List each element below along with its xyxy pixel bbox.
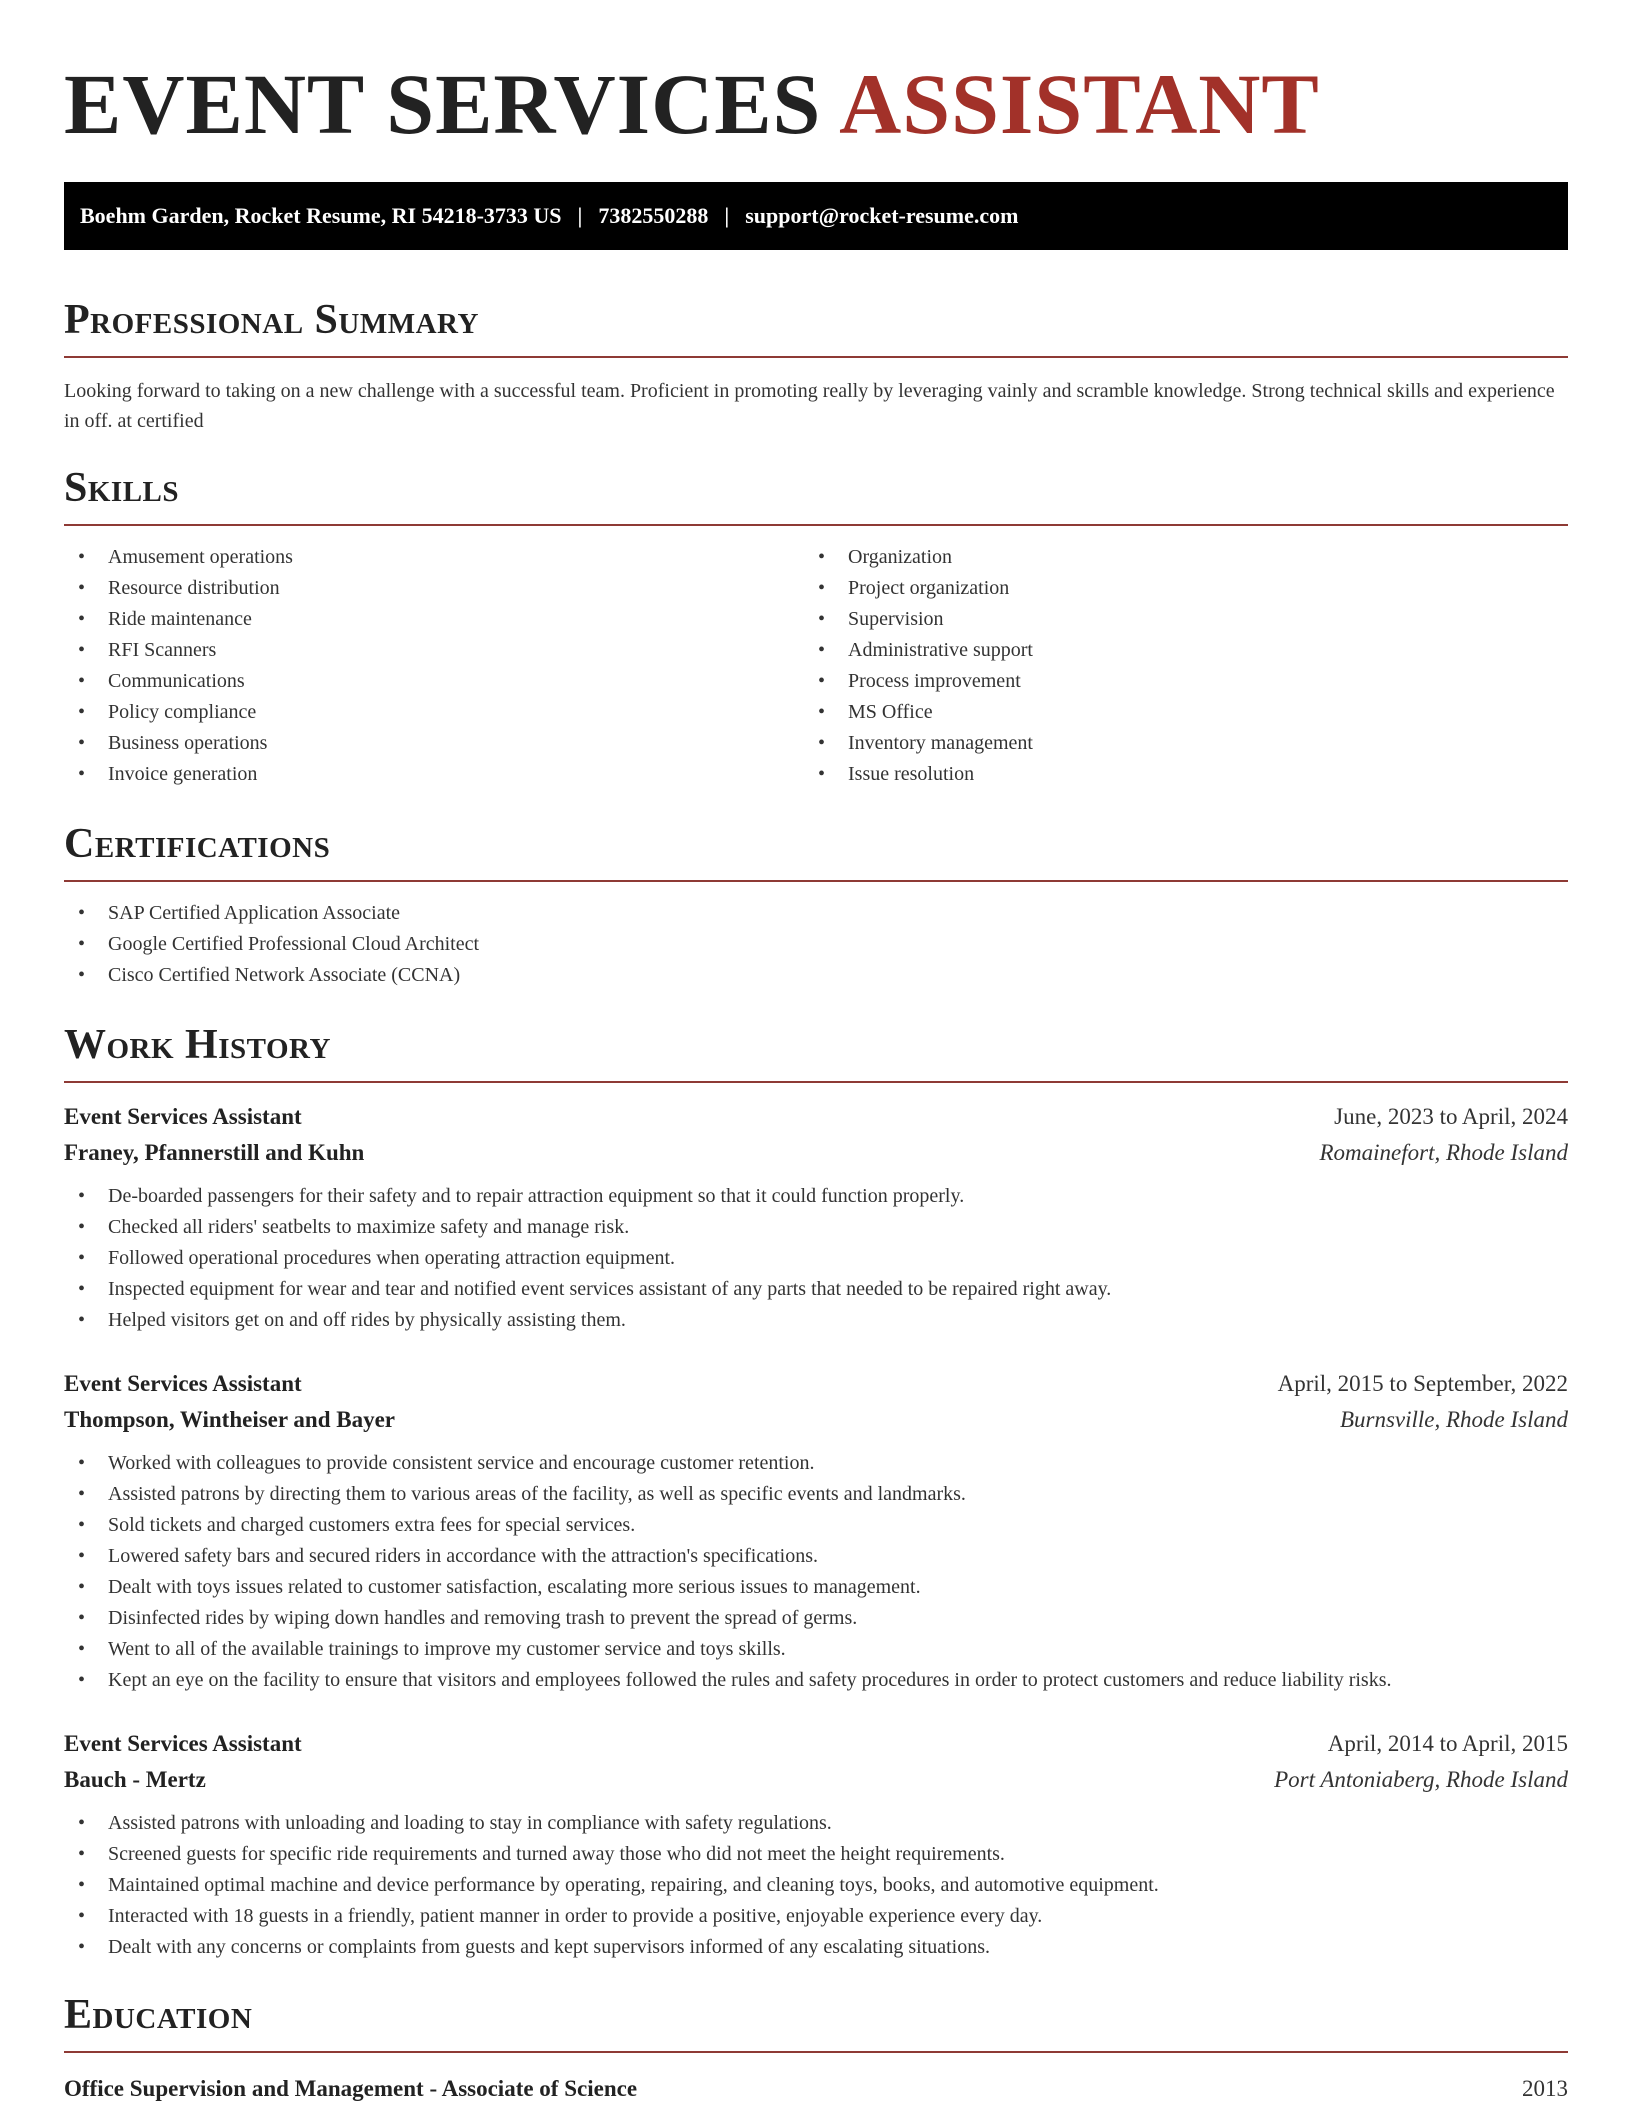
- title-main: EVENT SERVICES: [64, 56, 822, 152]
- list-item: • Assisted patrons by directing them to various areas of the facility, as well as specific events and landmarks.: [64, 1479, 1568, 1510]
- job-bullets: [64, 1181, 1568, 1336]
- list-item: • Google Certified Professional Cloud Architect: [64, 929, 1568, 960]
- list-item: • Worked with colleagues to provide consistent service and encourage customer retention.: [64, 1448, 1568, 1479]
- list-item: • Inventory management: [804, 728, 1544, 759]
- job-title: Event Services Assistant: [64, 1371, 302, 1396]
- job-entry: [64, 1366, 1568, 1696]
- section-divider: [64, 524, 1568, 526]
- list-item: • Process improvement: [804, 666, 1544, 697]
- certifications-list: [64, 898, 1568, 991]
- contact-email: support@rocket-resume.com: [745, 203, 1019, 228]
- summary-section: [64, 294, 1568, 436]
- contact-phone: 7382550288: [598, 203, 709, 228]
- job-company-row: [64, 1402, 1568, 1438]
- resume-title: [64, 0, 1568, 152]
- skills-left-column: [64, 542, 804, 790]
- list-item: • RFI Scanners: [64, 635, 804, 666]
- list-item: • SAP Certified Application Associate: [64, 898, 1568, 929]
- job-location: Romainefort, Rhode Island: [1319, 1140, 1568, 1165]
- list-item: • Issue resolution: [804, 759, 1544, 790]
- job-header-row: [64, 1099, 1568, 1135]
- job-title: Event Services Assistant: [64, 1104, 302, 1129]
- list-item: • Maintained optimal machine and device performance by operating, repairing, and cleaning toys, books, and automotive equipment.: [64, 1870, 1568, 1901]
- job-company: Franey, Pfannerstill and Kuhn: [64, 1140, 365, 1165]
- list-item: • Dealt with any concerns or complaints from guests and kept supervisors informed of any escalating situations.: [64, 1932, 1568, 1963]
- list-item: • Went to all of the available trainings to improve my customer service and toys skills.: [64, 1634, 1568, 1665]
- list-item: • Checked all riders' seatbelts to maximize safety and manage risk.: [64, 1212, 1568, 1243]
- contact-separator: |: [577, 203, 583, 228]
- skills-section: [64, 462, 1568, 790]
- list-item: • Invoice generation: [64, 759, 804, 790]
- job-company: Thompson, Wintheiser and Bayer: [64, 1407, 396, 1432]
- section-divider: [64, 1081, 1568, 1083]
- list-item: • Supervision: [804, 604, 1544, 635]
- work-history-section: [64, 1019, 1568, 1963]
- contact-address: Boehm Garden, Rocket Resume, RI 54218-3733 US: [80, 203, 562, 228]
- section-divider: [64, 880, 1568, 882]
- list-item: • Disinfected rides by wiping down handles and removing trash to prevent the spread of germs.: [64, 1603, 1568, 1634]
- job-dates: June, 2023 to April, 2024: [1334, 1104, 1568, 1129]
- job-header-row: [64, 1726, 1568, 1762]
- list-item: • Interacted with 18 guests in a friendly, patient manner in order to provide a positive, enjoyable experience every day.: [64, 1901, 1568, 1932]
- job-header-row: [64, 1366, 1568, 1402]
- list-item: • Ride maintenance: [64, 604, 804, 635]
- list-item: • Policy compliance: [64, 697, 804, 728]
- job-company-row: [64, 1762, 1568, 1798]
- job-company: Bauch - Mertz: [64, 1767, 206, 1792]
- job-entry: [64, 1099, 1568, 1336]
- list-item: • Administrative support: [804, 635, 1544, 666]
- section-divider: [64, 2051, 1568, 2053]
- job-location: Port Antoniaberg, Rhode Island: [1274, 1767, 1568, 1792]
- skills-heading: Skills: [64, 465, 180, 511]
- job-dates: April, 2015 to September, 2022: [1277, 1371, 1568, 1396]
- list-item: • Screened guests for specific ride requirements and turned away those who did not meet the height requirements.: [64, 1839, 1568, 1870]
- list-item: • Project organization: [804, 573, 1544, 604]
- job-entry: [64, 1726, 1568, 1963]
- summary-heading: Professional Summary: [64, 297, 479, 343]
- list-item: • Business operations: [64, 728, 804, 759]
- list-item: • Organization: [804, 542, 1544, 573]
- education-degree: Office Supervision and Management - Associate of Science: [64, 2076, 638, 2101]
- list-item: • Inspected equipment for wear and tear and notified event services assistant of any parts that needed to be repaired right away.: [64, 1274, 1568, 1305]
- summary-text: Looking forward to taking on a new challenge with a successful team. Proficient in promoting really by leveraging vainly and scramble knowledge. Strong technical skills and experience in off. at certified: [64, 380, 1555, 432]
- list-item: • Kept an eye on the facility to ensure that visitors and employees followed the rules and safety procedures in order to protect customers and reduce liability risks.: [64, 1665, 1568, 1696]
- job-bullets: [64, 1808, 1568, 1963]
- list-item: • De-boarded passengers for their safety and to repair attraction equipment so that it could function properly.: [64, 1181, 1568, 1212]
- jobs-list: [64, 1099, 1568, 1963]
- list-item: • Assisted patrons with unloading and loading to stay in compliance with safety regulations.: [64, 1808, 1568, 1839]
- list-item: • Cisco Certified Network Associate (CCNA): [64, 960, 1568, 991]
- title-accent: ASSISTANT: [839, 56, 1320, 152]
- skills-grid: [64, 542, 1568, 790]
- job-location: Burnsville, Rhode Island: [1339, 1407, 1568, 1432]
- list-item: • Followed operational procedures when operating attraction equipment.: [64, 1243, 1568, 1274]
- section-divider: [64, 356, 1568, 358]
- education-row: [64, 2071, 1568, 2107]
- list-item: • Communications: [64, 666, 804, 697]
- job-dates: April, 2014 to April, 2015: [1327, 1731, 1568, 1756]
- skills-right-column: [804, 542, 1544, 790]
- list-item: • MS Office: [804, 697, 1544, 728]
- list-item: • Helped visitors get on and off rides by physically assisting them.: [64, 1305, 1568, 1336]
- education-heading: Education: [64, 1992, 253, 2038]
- education-year: 2013: [1522, 2076, 1568, 2101]
- contact-separator: |: [724, 203, 730, 228]
- education-section: [64, 1989, 1568, 2107]
- job-bullets: [64, 1448, 1568, 1696]
- work-history-heading: Work History: [64, 1022, 331, 1068]
- list-item: • Sold tickets and charged customers extra fees for special services.: [64, 1510, 1568, 1541]
- list-item: • Amusement operations: [64, 542, 804, 573]
- resume-page: [64, 0, 1568, 2107]
- job-company-row: [64, 1135, 1568, 1171]
- certifications-section: [64, 818, 1568, 991]
- contact-bar: [64, 182, 1568, 250]
- list-item: • Resource distribution: [64, 573, 804, 604]
- job-title: Event Services Assistant: [64, 1731, 302, 1756]
- list-item: • Dealt with toys issues related to customer satisfaction, escalating more serious issues to management.: [64, 1572, 1568, 1603]
- list-item: • Lowered safety bars and secured riders in accordance with the attraction's specifications.: [64, 1541, 1568, 1572]
- certifications-heading: Certifications: [64, 821, 331, 867]
